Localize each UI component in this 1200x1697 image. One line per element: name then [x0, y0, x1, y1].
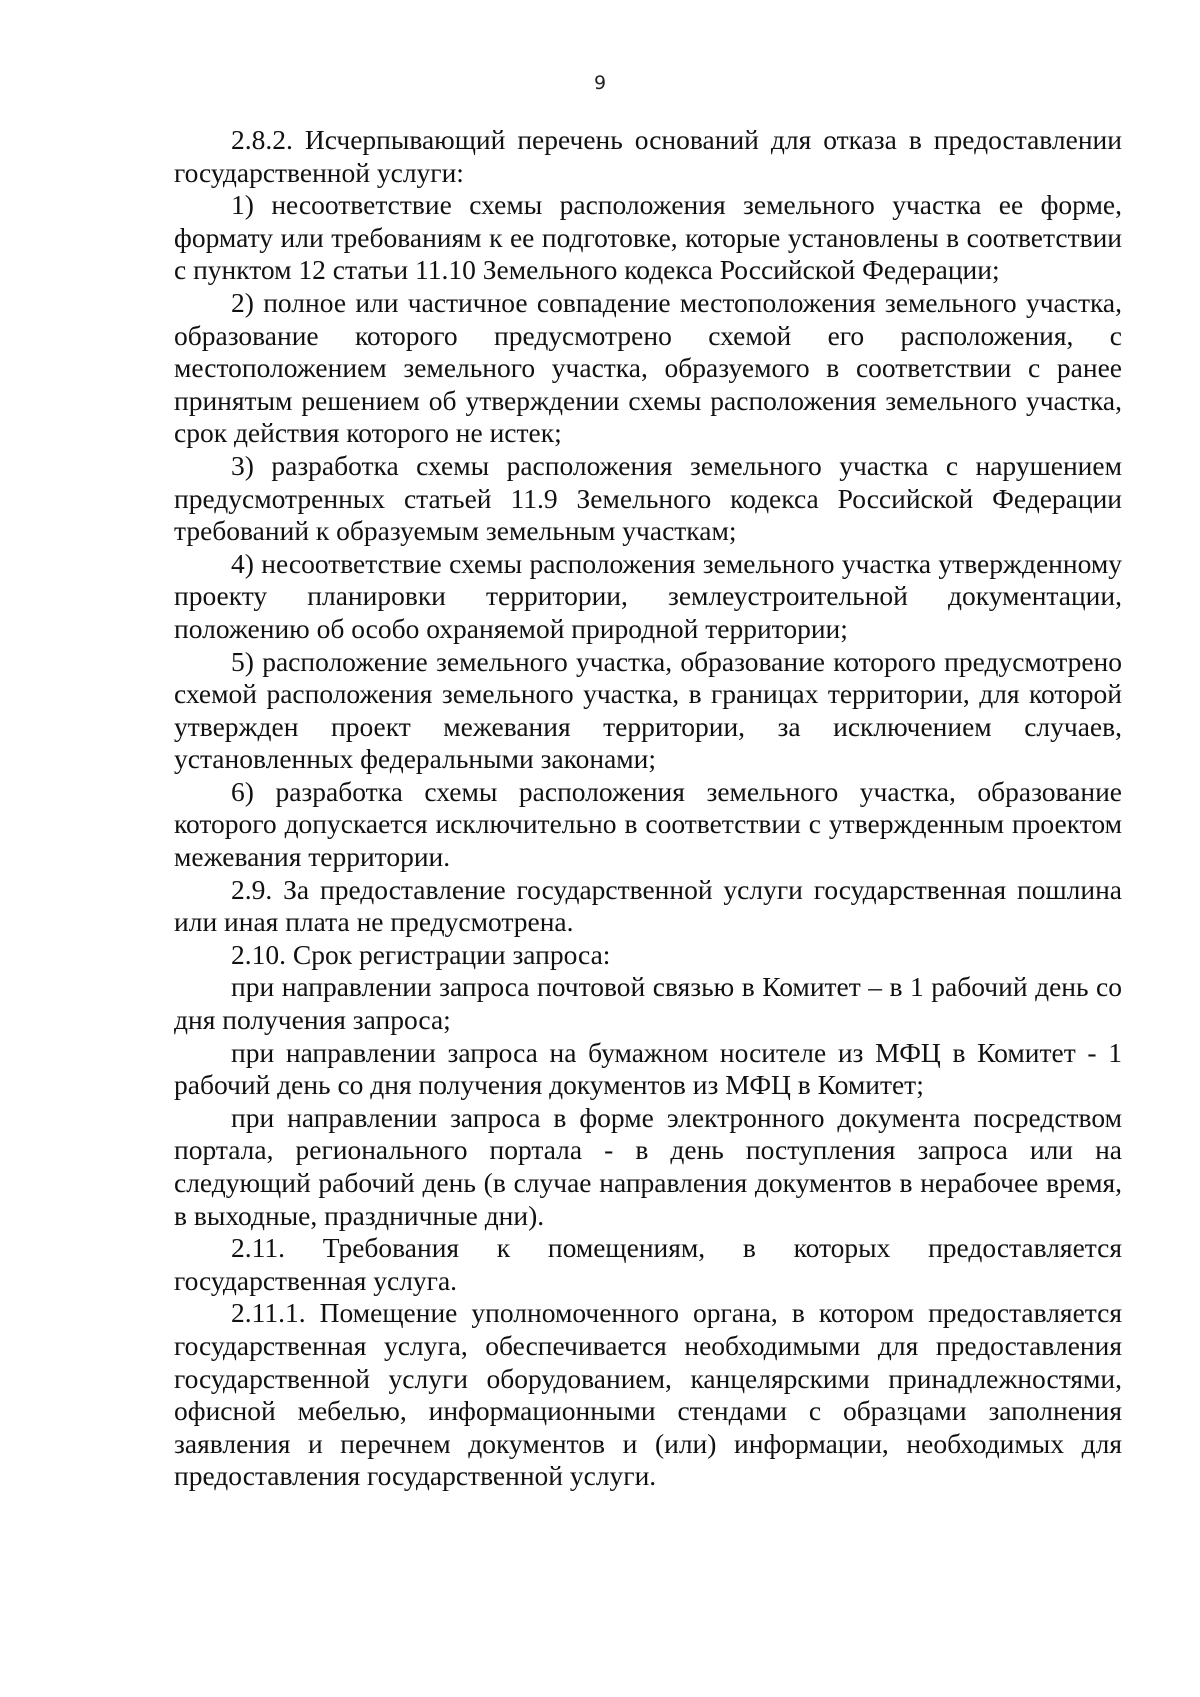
list-item-2: 2) полное или частичное совпадение местоположения земельного участка, образование которого предусмотрено схемой его расположения, с местоположением земельного участка, образуемого в соответствии с ранее принятым решением об утверждении схемы расположения земельного участка, срок действия которого не истек; [174, 286, 1122, 449]
paragraph-2-8-2: 2.8.2. Исчерпывающий перечень оснований для отказа в предоставлении государственной услуги: [174, 124, 1122, 188]
list-item-3: 3) разработка схемы расположения земельного участка с нарушением предусмотренных статьей 11.9 Земельного кодекса Российской Федерации требований к образуемым земельным участкам; [174, 449, 1122, 547]
paragraph-mfc-request: при направлении запроса на бумажном носителе из МФЦ в Комитет - 1 рабочий день со дня получения документов из МФЦ в Комитет; [174, 1036, 1122, 1101]
document-body [174, 124, 1122, 1493]
paragraph-2-9: 2.9. За предоставление государственной услуги государственная пошлина или иная плата не предусмотрена. [174, 873, 1122, 938]
paragraph-electronic-request: при направлении запроса в форме электронного документа посредством портала, регионального портала - в день поступления запроса или на следующий рабочий день (в случае направления документов в нерабочее время, в выходные, праздничные дни). [174, 1101, 1122, 1231]
list-item-4: 4) несоответствие схемы расположения земельного участка утвержденному проекту планировки территории, землеустроительной документации, положению об особо охраняемой природной территории; [174, 547, 1122, 644]
list-item-5: 5) расположение земельного участка, образование которого предусмотрено схемой расположения земельного участка, в границах территории, для которой утвержден проект межевания территории, за исключением случаев, установленных федеральными законами; [174, 645, 1122, 775]
list-item-6: 6) разработка схемы расположения земельного участка, образование которого допускается исключительно в соответствии с утвержденным проектом межевания территории. [174, 775, 1122, 873]
paragraph-mail-request: при направлении запроса почтовой связью в Комитет – в 1 рабочий день со дня получения запроса; [174, 971, 1122, 1036]
paragraph-2-10: 2.10. Срок регистрации запроса: [231, 938, 611, 970]
paragraph-2-11-1: 2.11.1. Помещение уполномоченного органа, в котором предоставляется государственная услуга, обеспечивается необходимыми для предоставления государственной услуги оборудованием, канцелярскими принадлежностями, офисной мебелью, информационными стендами с образцами заполнения заявления и перечнем документов и (или) информации, необходимых для предоставления государственной услуги. [174, 1297, 1122, 1492]
list-item-1: 1) несоответствие схемы расположения земельного участка ее форме, формату или требованиям к ее подготовке, которые установлены в соответствии с пунктом 12 статьи 11.10 Земельного кодекса Российской Федерации; [174, 189, 1122, 286]
paragraph-2-11: 2.11. Требования к помещениям, в которых предоставляется государственная услуга. [174, 1232, 1122, 1296]
page-number: 9 [593, 72, 607, 94]
